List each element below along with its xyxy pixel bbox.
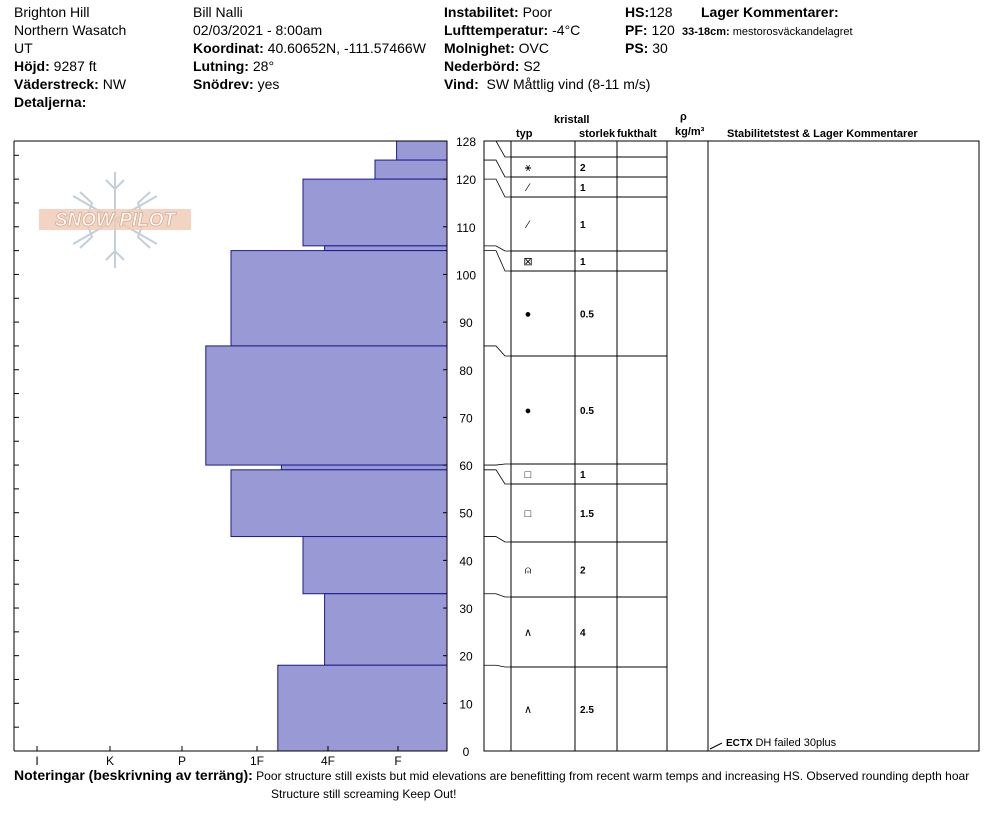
snowpilot-logo-text: SNOW PILOT [54,210,176,231]
grain-type-9: ∧ [523,627,533,639]
coordinates-label: Koordinat: [193,40,264,56]
details-label: Detaljerna: [14,94,87,110]
grain-size-6: 1 [580,470,586,481]
depth-connector-8 [484,537,511,542]
col-stability: Stabilitetstest & Lager Kommentarer [727,128,918,140]
grain-size-3: 1 [580,257,586,268]
depth-connector-5 [484,346,511,356]
grain-type-7: □ [524,508,532,520]
depth-label-110: 110 [456,220,476,235]
depth-connector-6 [484,464,511,465]
wind-label: Vind: [444,76,479,92]
ps-value: 30 [652,40,668,56]
grain-size-8: 2 [580,565,586,577]
sky-value: OVC [518,40,549,56]
pf-label: PF: [625,22,648,38]
instability-value: Poor [522,4,553,20]
hardness-bar-3 [325,246,447,251]
depth-label-10: 10 [459,697,473,712]
datetime: 02/03/2021 - 8:00am [193,22,323,38]
notes [14,766,994,801]
hardness-bar-8 [303,537,447,594]
elevation-label: Höjd: [14,58,50,74]
grain-type-6: □ [524,469,532,481]
depth-label-60: 60 [459,459,473,474]
depth-label-90: 90 [459,316,473,331]
grain-type-4: ● [524,308,532,321]
hs-label: HS: [625,4,650,20]
grain-size-2: 1 [580,220,586,231]
aspect-value: NW [102,76,127,92]
depth-label-100: 100 [455,268,477,283]
grain-size-5: 0.5 [580,406,594,417]
layer-comment-text: mestorosväckandelagret [732,26,853,38]
range: Northern Wasatch [14,22,127,38]
hardness-label-P: P [177,754,187,768]
hardness-bar-10 [278,665,447,751]
hardness-layers [206,141,447,751]
slope-value: 28° [252,58,275,74]
depth-connector-1 [484,160,511,177]
pf-value: 120 [651,22,675,38]
precip-value: S2 [523,58,541,74]
hs-value: 128 [649,4,673,20]
grain-type-10: ∧ [523,704,533,716]
col-moisture: fukthalt [617,128,657,140]
grain-type-1: ⁄ [527,182,529,194]
depth-connector-4 [484,251,511,271]
col-size: storlek [579,128,616,140]
observer: Bill Nalli [193,4,243,20]
grain-type-2: ⁄ [527,219,529,231]
stability-test-result: DH failed 30plus [755,737,837,749]
layer-table [484,141,979,751]
elevation-value: 9287 ft [53,58,97,74]
stability-pointer-0 [710,743,722,749]
depth-label-20: 20 [459,649,473,664]
location: Brighton Hill [14,4,90,20]
depth-label-128: 128 [455,135,477,149]
depth-connector-2 [484,179,511,197]
stability-tests [710,737,837,749]
hardness-label-4F: 4F [320,754,336,768]
hardness-bar-6 [281,465,447,470]
hardness-bar-1 [375,160,447,179]
depth-label-0: 0 [462,745,470,759]
notes-line2: Structure still screaming Keep Out! [271,787,457,801]
ps-label: PS: [625,40,649,56]
table-border [484,141,979,751]
drift-value: yes [257,76,280,92]
precip-label: Nederbörd: [444,58,520,74]
depth-connector-7 [484,470,511,484]
depth-label-80: 80 [459,363,473,378]
grain-size-10: 2.5 [580,705,594,716]
hardness-bar-4 [231,251,447,346]
depth-connector-9 [484,594,511,597]
grain-size-9: 4 [580,628,586,639]
instability-label: Instabilitet: [444,4,519,20]
coordinates-value: 40.60652N, -111.57466W [267,40,426,56]
col-type: typ [516,128,533,140]
sky-label: Molnighet: [444,40,515,56]
col-density-unit: kg/m³ [675,126,705,138]
slope-label: Lutning: [193,58,249,74]
depth-connector-10 [484,665,511,667]
col-rho: ρ [680,111,687,123]
layer-comments-title: Lager Kommentarer: [701,4,839,20]
hardness-label-I: I [35,754,39,768]
grain-type-0: ⚹ [524,162,532,174]
depth-label-120: 120 [455,173,477,188]
air-temp-value: -4°C [552,22,581,38]
hardness-label-1F: 1F [249,754,265,768]
grain-size-1: 1 [580,183,586,194]
state: UT [14,40,33,56]
hardness-bar-0 [397,141,447,160]
hardness-label-K: K [105,754,115,768]
depth-label-70: 70 [459,411,473,426]
hardness-bar-9 [325,594,447,665]
notes-label: Noteringar (beskrivning av terräng): [14,767,253,783]
grain-type-3: ⊠ [523,256,533,268]
grain-type-8: ⍝ [524,564,532,577]
col-crystal: kristall [554,114,590,126]
grain-size-4: 0.5 [580,309,594,321]
hardness-bar-2 [303,179,447,246]
stability-test-code: ECTX [726,738,756,749]
depth-label-40: 40 [459,554,473,569]
stability-test-0 [726,737,837,749]
hardness-bar-7 [231,470,447,537]
air-temp-label: Lufttemperatur: [444,22,549,38]
grain-size-7: 1.5 [580,509,594,520]
wind-value: SW Måttlig vind (8-11 m/s) [486,76,651,92]
depth-label-30: 30 [459,602,473,617]
layer-comment-depth: 33-18cm: [682,26,730,38]
aspect-label: Väderstreck: [14,76,99,92]
drift-label: Snödrev: [193,76,254,92]
grain-size-0: 2 [580,163,586,174]
hardness-label-F: F [394,754,402,768]
notes-line1: Poor structure still exists but mid elevations are benefitting from recent warm temps and increasing HS. Observed rounding depth hoar [256,769,970,783]
depth-label-50: 50 [459,506,473,521]
depth-connector-0 [484,141,511,157]
hardness-bar-5 [206,346,447,465]
grain-type-5: ● [524,405,532,417]
